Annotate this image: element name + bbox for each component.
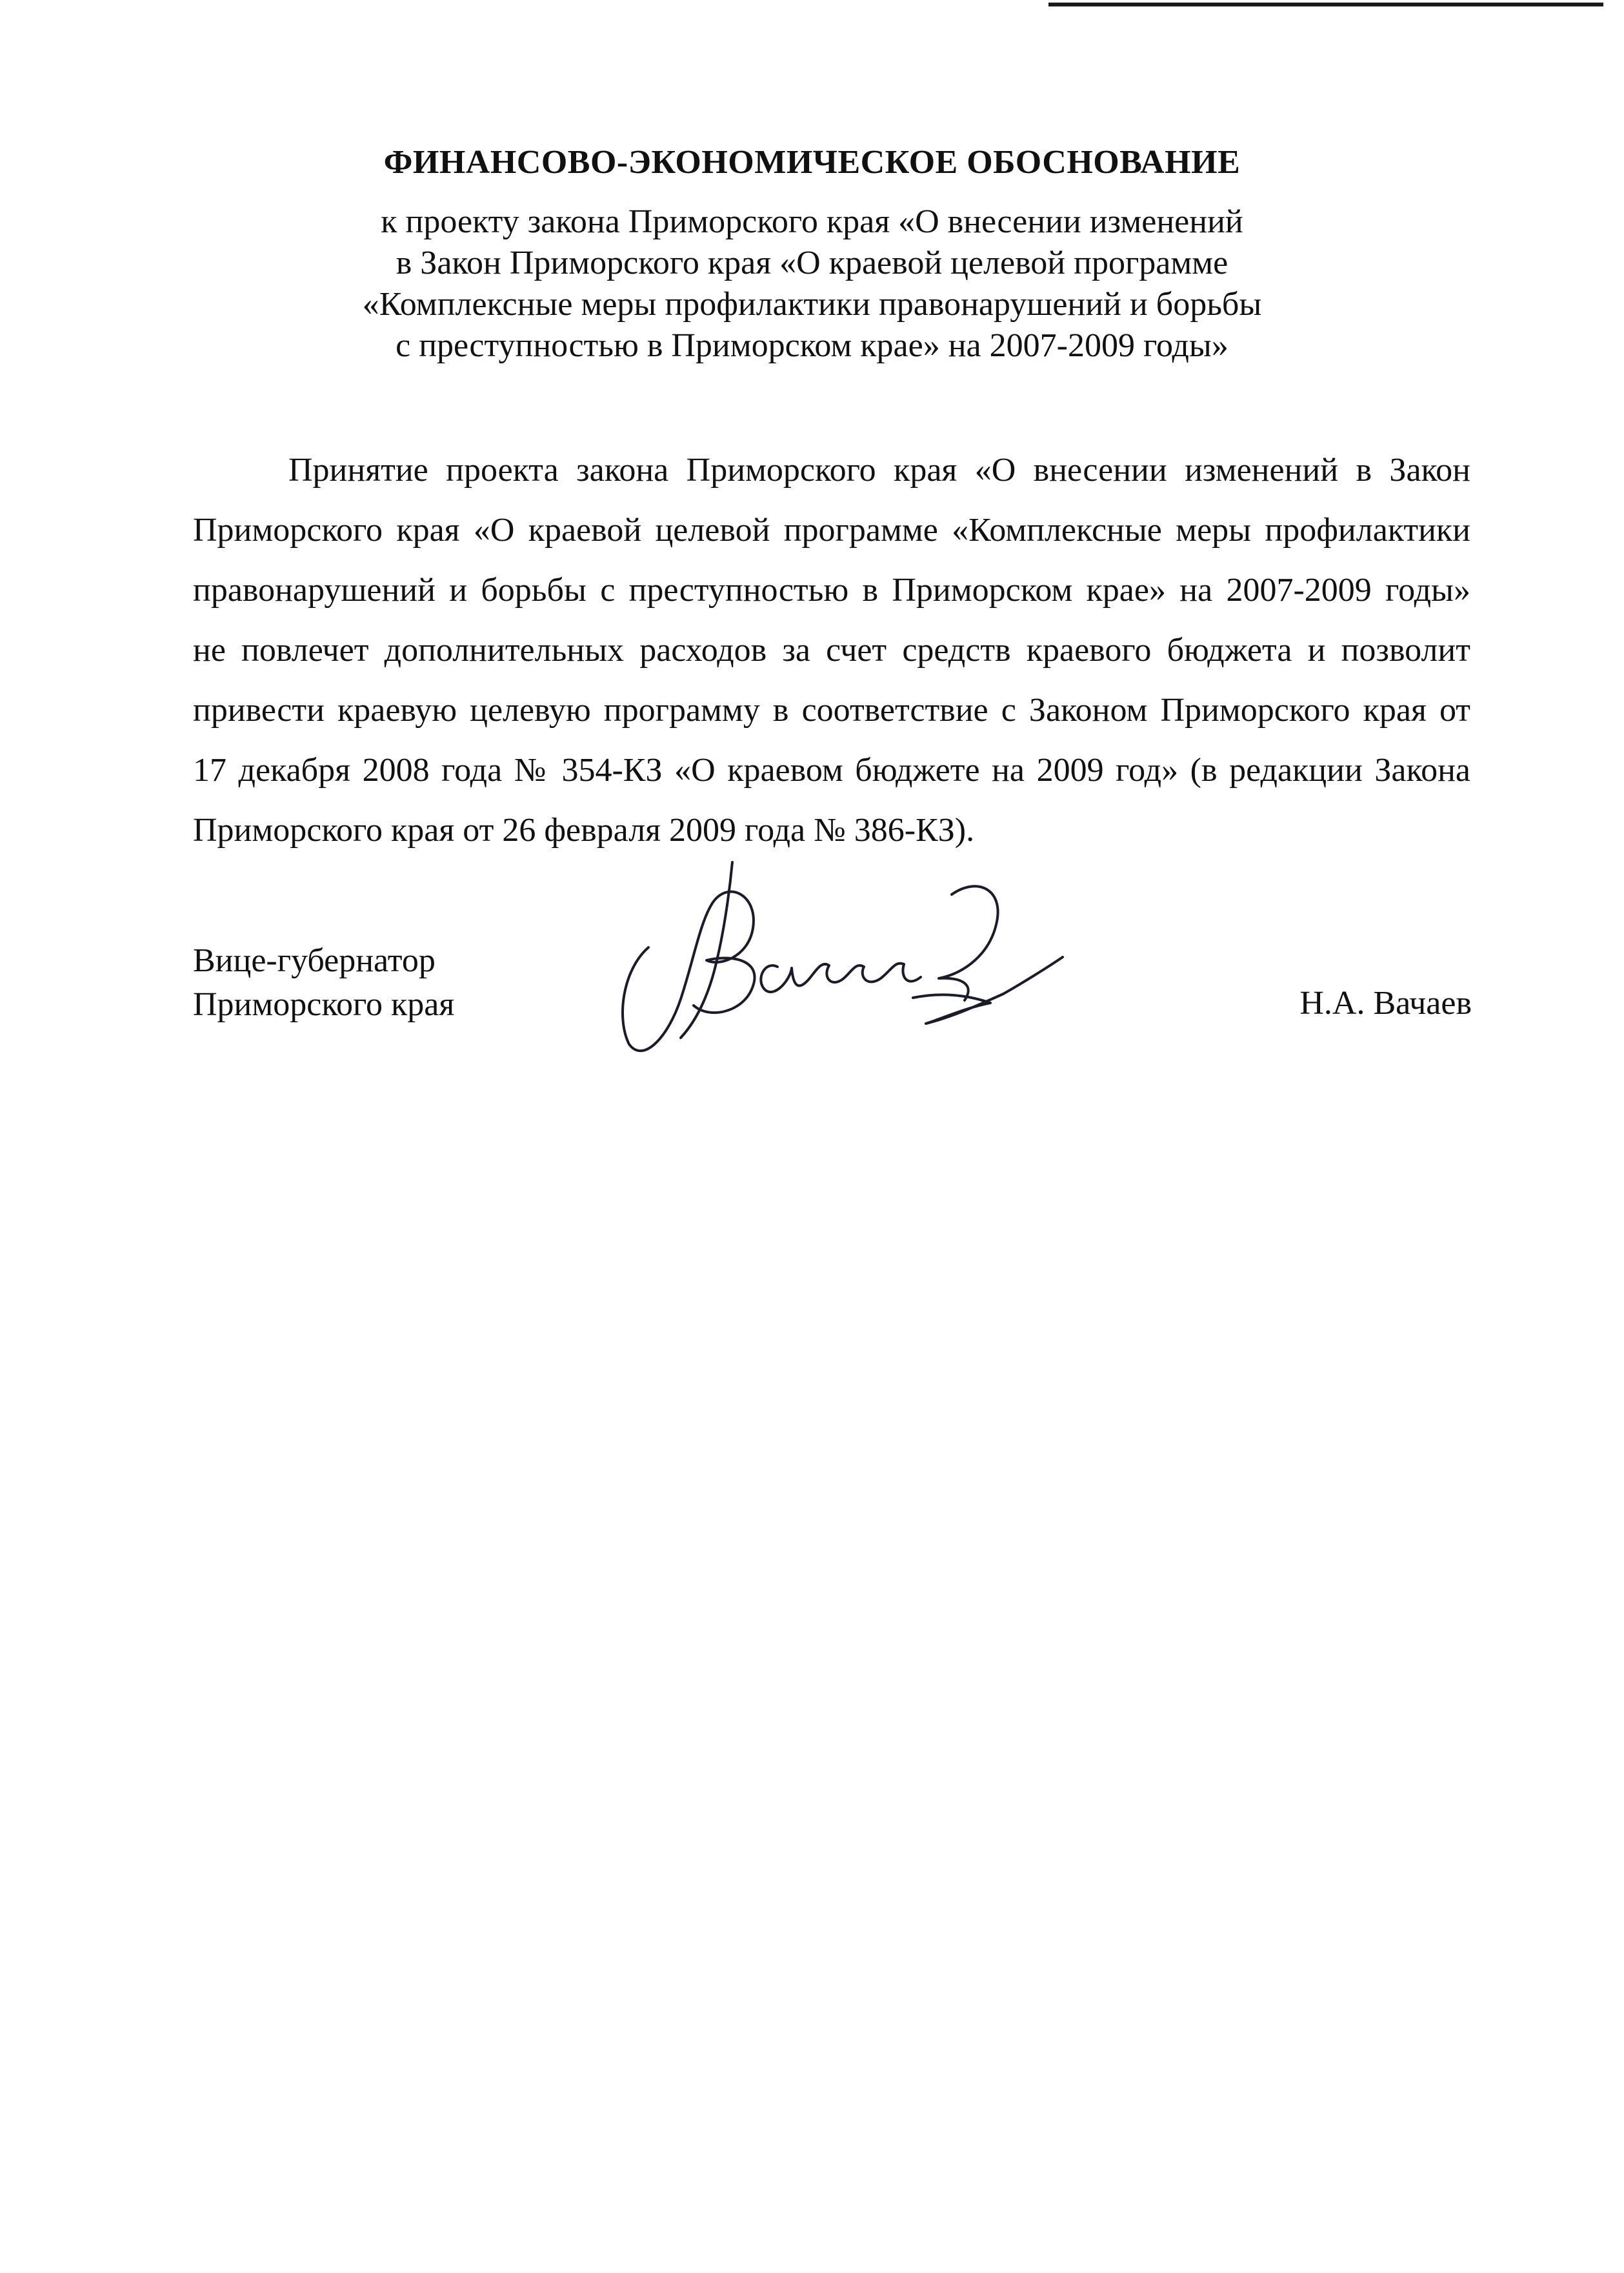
body-line: привести краевую целевую программу в соответствие с Законом Приморского края от: [193, 692, 1470, 729]
handwritten-signature: [603, 851, 1068, 1057]
position-line: Приморского края: [193, 986, 455, 1023]
document-title: ФИНАНСОВО-ЭКОНОМИЧЕСКОЕ ОБОСНОВАНИЕ: [383, 144, 1241, 181]
subtitle-line: к проекту закона Приморского края «О внесении изменений: [381, 203, 1243, 240]
signatory-name: Н.А. Вачаев: [1299, 985, 1472, 1022]
signature-stroke: [761, 964, 921, 992]
subtitle-line: в Закон Приморского края «О краевой целевой программе: [396, 245, 1228, 281]
body-line: Приморского края «О краевой целевой программе «Комплексные меры профилактики: [193, 512, 1470, 549]
signatory-position: [193, 939, 454, 1027]
body-line: правонарушений и борьбы с преступностью в Приморском крае» на 2007-2009 годы»: [193, 572, 1470, 609]
document-subtitle: [0, 201, 1624, 367]
body-paragraph: [193, 440, 1470, 860]
subtitle-line: «Комплексные меры профилактики правонарушений и борьбы: [362, 286, 1262, 323]
body-line: Приморского края от 26 февраля 2009 года № 386-КЗ).: [193, 812, 975, 849]
body-line: 17 декабря 2008 года № 354-КЗ «О краевом бюджете на 2009 год» (в редакции Закона: [193, 752, 1470, 789]
subtitle-line: с преступностью в Приморском крае» на 2007-2009 годы»: [396, 327, 1228, 364]
position-line: Вице-губернатор: [193, 942, 436, 979]
signature-stroke: [913, 957, 1063, 1024]
body-line: Принятие проекта закона Приморского края «О внесении изменений в Закон: [288, 452, 1470, 489]
top-edge-rule: [1048, 3, 1603, 6]
signature-stroke: [939, 886, 998, 1000]
body-line: не повлечет дополнительных расходов за счет средств краевого бюджета и позволит: [193, 632, 1470, 669]
